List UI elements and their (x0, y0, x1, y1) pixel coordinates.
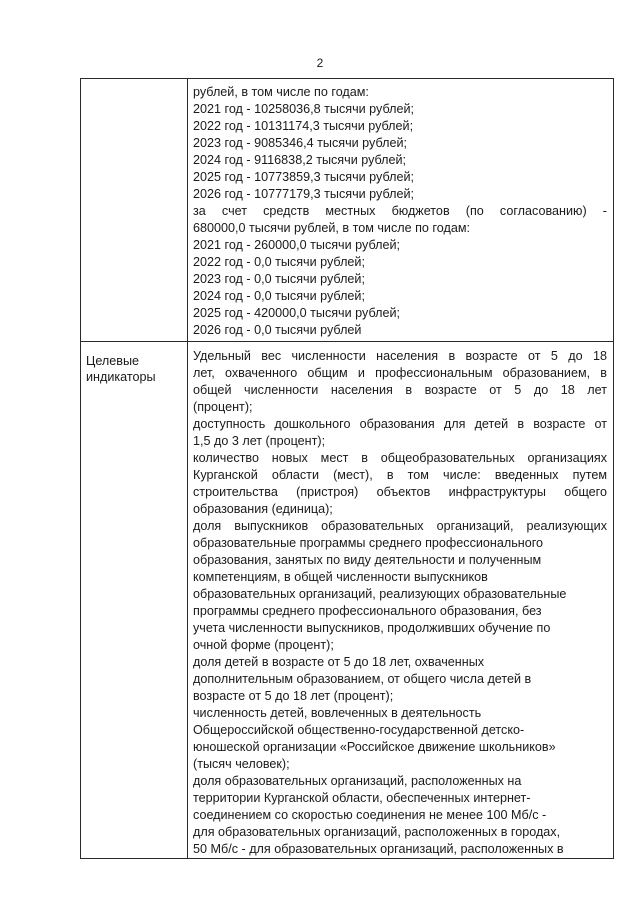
page-number: 2 (316, 56, 324, 70)
text-line: за счет средств местных бюджетов (по согласованию) - (193, 204, 607, 218)
text-line: Удельный вес численности населения в возрасте от 5 до 18 (193, 349, 607, 363)
text-line: образовательных организаций, реализующих образовательные (193, 587, 567, 601)
row-label-line: Целевые (86, 354, 140, 368)
text-line: 2021 год - 260000,0 тысячи рублей; (193, 238, 400, 252)
text-line: 2026 год - 0,0 тысячи рублей (193, 323, 362, 337)
text-line: соединением со скоростью соединения не менее 100 Мб/с - (193, 808, 547, 822)
text-line: 2025 год - 10773859,3 тысячи рублей; (193, 170, 414, 184)
text-line: количество новых мест в общеобразовательных организациях (193, 451, 607, 465)
content-lines (193, 348, 607, 858)
text-line: доступность дошкольного образования для детей в возрасте от (193, 417, 607, 431)
text-line: Общероссийской общественно-государственной детско- (193, 723, 525, 737)
text-line: рублей, в том числе по годам: (193, 85, 369, 99)
text-line: 2024 год - 9116838,2 тысячи рублей; (193, 153, 407, 167)
text-line: Курганской области (мест), в том числе: введенных путем (193, 468, 607, 482)
text-line: строительства (пристроя) объектов инфраструктуры общего (193, 485, 607, 499)
text-line: 2022 год - 10131174,3 тысячи рублей; (193, 119, 414, 133)
text-line: учета численности выпускников, продолживших обучение по (193, 621, 551, 635)
text-line: доля выпускников образовательных организаций, реализующих (193, 519, 607, 533)
table-row (81, 79, 614, 342)
text-line: численность детей, вовлеченных в деятельность (193, 706, 482, 720)
text-line: 2024 год - 0,0 тысячи рублей; (193, 289, 365, 303)
text-line: 2023 год - 9085346,4 тысячи рублей; (193, 136, 407, 150)
content-cell (188, 342, 614, 859)
passport-table (80, 78, 614, 859)
text-line: общей численности населения в возрасте от 5 до 18 лет (193, 383, 607, 397)
text-line: компетенциям, в общей численности выпускников (193, 570, 488, 584)
text-line: возрасте от 5 до 18 лет (процент); (193, 689, 394, 703)
content-lines (193, 84, 607, 339)
text-line: 2022 год - 0,0 тысячи рублей; (193, 255, 365, 269)
content-cell (188, 79, 614, 342)
text-line: 2025 год - 420000,0 тысячи рублей; (193, 306, 400, 320)
text-line: территории Курганской области, обеспеченных интернет- (193, 791, 531, 805)
text-line: доля образовательных организаций, расположенных на (193, 774, 522, 788)
text-line: образования (единица); (193, 502, 333, 516)
text-line: 680000,0 тысячи рублей, в том числе по годам: (193, 221, 470, 235)
text-line: 2026 год - 10777179,3 тысячи рублей; (193, 187, 414, 201)
text-line: образовательные программы среднего профессионального (193, 536, 544, 550)
table-row (81, 342, 614, 859)
text-line: 2021 год - 10258036,8 тысячи рублей; (193, 102, 414, 116)
text-line: программы среднего профессионального образования, без (193, 604, 542, 618)
text-line: для образовательных организаций, расположенных в городах, (193, 825, 561, 839)
text-line: доля детей в возрасте от 5 до 18 лет, охваченных (193, 655, 485, 669)
text-line: очной форме (процент); (193, 638, 334, 652)
text-line: лет, охваченного общим и профессиональным образованием, в (193, 366, 607, 380)
text-line: 50 Мб/с - для образовательных организаций, расположенных в (193, 842, 564, 856)
label-cell (81, 342, 188, 859)
text-line: 1,5 до 3 лет (процент); (193, 434, 326, 448)
label-cell (81, 79, 188, 342)
text-line: дополнительным образованием, от общего числа детей в (193, 672, 532, 686)
text-line: образования, занятых по виду деятельности и полученным (193, 553, 542, 567)
text-line: 2023 год - 0,0 тысячи рублей; (193, 272, 365, 286)
text-line: юношеской организации «Российское движение школьников» (193, 740, 556, 754)
row-label-line: индикаторы (86, 370, 156, 384)
text-line: (процент); (193, 400, 253, 414)
text-line: (тысяч человек); (193, 757, 290, 771)
